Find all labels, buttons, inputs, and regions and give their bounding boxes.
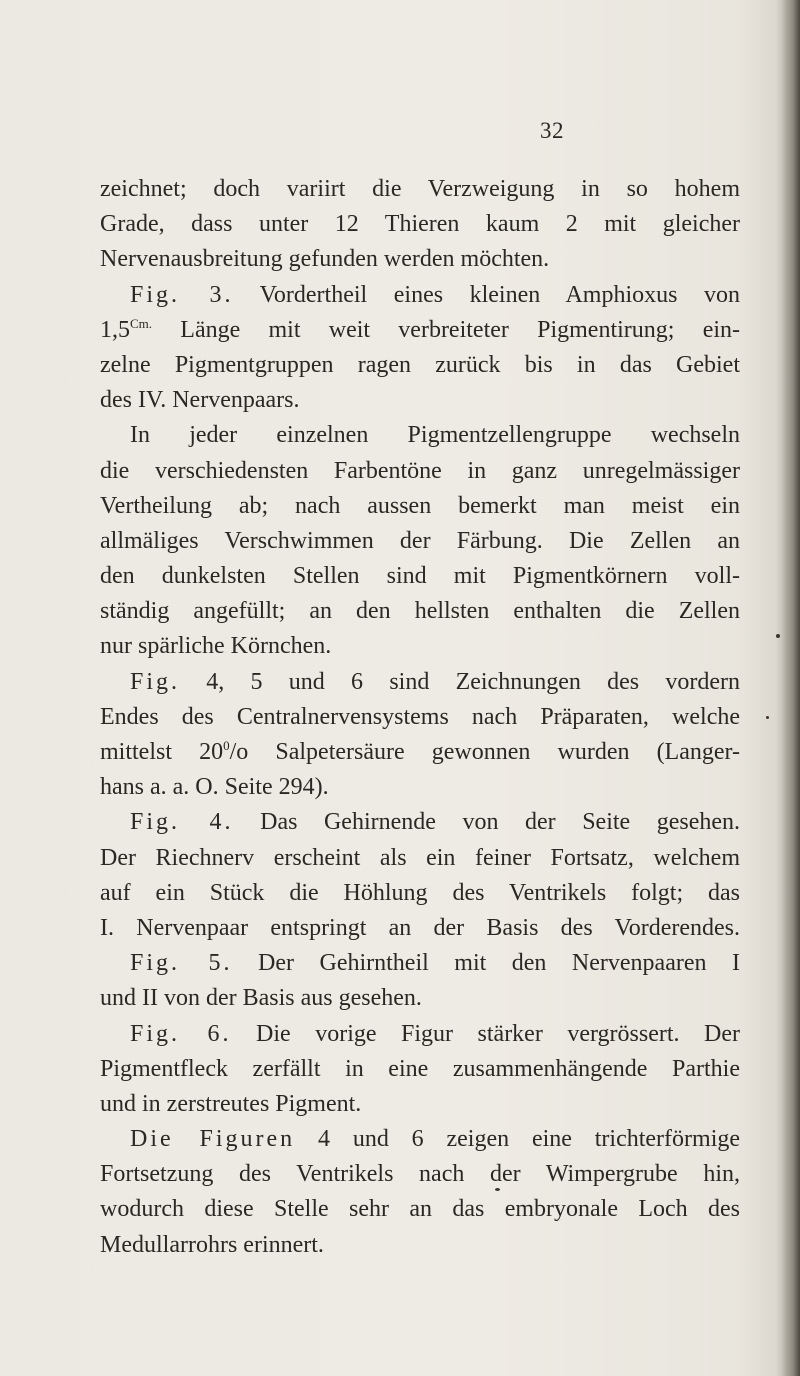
text-line xyxy=(100,278,740,313)
figure-reference: Die Figuren xyxy=(130,1126,296,1153)
text-line: auf ein Stück die Höhlung des Ventrikels folgt; das xyxy=(100,879,740,906)
figure-reference: Fig. 3. xyxy=(130,281,234,308)
text-fragment: Das Gehirnende von der Seite gesehen. xyxy=(260,809,741,836)
measurement-unit: Cm. xyxy=(130,315,153,331)
paper-speck xyxy=(495,1188,500,1191)
text-fragment: Vordertheil eines kleinen Amphioxus von xyxy=(259,281,740,308)
text-line: Fortsetzung des Ventrikels nach der Wimpergrube hin, xyxy=(100,1161,740,1188)
text-line: und II von der Basis aus gesehen. xyxy=(100,985,422,1012)
text-line: Vertheilung ab; nach aussen bemerkt man meist ein xyxy=(100,492,740,519)
figure-reference: Fig. 5. xyxy=(130,950,233,977)
text-line xyxy=(100,946,740,981)
text-line: und in zerstreutes Pigment. xyxy=(100,1090,362,1117)
text-line: hans a. a. O. Seite 294). xyxy=(100,774,329,801)
text-line: allmäliges Verschwimmen der Färbung. Die Zellen an xyxy=(100,527,740,554)
text-fragment: 4 und 6 zeigen eine trichterförmige xyxy=(318,1126,741,1153)
text-line xyxy=(100,1122,740,1157)
figure-reference: Fig. 6. xyxy=(130,1020,232,1047)
text-line xyxy=(100,313,740,348)
degree-mark: 0 xyxy=(223,738,230,753)
text-line: Medullarrohrs erinnert. xyxy=(100,1231,324,1258)
measurement-value: 1,5 xyxy=(100,316,130,343)
text-fragment: Der Gehirntheil mit den Nervenpaaren I xyxy=(258,950,740,977)
text-line: zeichnet; doch variirt die Verzweigung in so hohem xyxy=(100,176,740,202)
text-line: Grade, dass unter 12 Thieren kaum 2 mit gleicher xyxy=(100,211,740,238)
text-line: mittelst $20^0/o$ Salpetersäure gewonnen wurden (Langer- xyxy=(100,738,741,765)
text-line: Pigmentfleck zerfällt in eine zusammenhängende Parthie xyxy=(100,1055,740,1082)
text-line: des IV. Nervenpaars. xyxy=(100,387,300,414)
text-line: Endes des Centralnervensystems nach Präparaten, welche xyxy=(100,703,740,730)
text-fragment: 4, 5 und 6 sind Zeichnungen des vordern xyxy=(206,668,741,695)
body-text xyxy=(100,172,740,1263)
text-line: die verschiedensten Farbentöne in ganz unregelmässiger xyxy=(100,457,740,484)
text-line: zelne Pigmentgruppen ragen zurück bis in das Gebiet xyxy=(100,351,740,378)
text-line: Der Riechnerv erscheint als ein feiner Fortsatz, welchem xyxy=(100,844,740,871)
text-line xyxy=(100,1017,740,1052)
text-line: ständig angefüllt; an den hellsten enthalten die Zellen xyxy=(100,598,740,625)
text-line: nur spärliche Körnchen. xyxy=(100,633,332,660)
text-line xyxy=(100,665,740,700)
page-number: 32 xyxy=(540,118,564,143)
page-gutter-shadow xyxy=(782,0,800,1376)
text-line xyxy=(100,805,740,840)
text-fragment: Die vorige Figur stärker vergrössert. Der xyxy=(256,1020,741,1047)
text-line: In jeder einzelnen Pigmentzellengruppe wechseln xyxy=(130,422,740,449)
percent-sign: o xyxy=(236,739,249,765)
text-fragment: Länge mit weit verbreiteter Pigmentirung; ein- xyxy=(180,316,741,343)
text-line: den dunkelsten Stellen sind mit Pigmentkörnern voll- xyxy=(100,563,740,590)
text-fragment: Salpetersäure gewonnen wurden (Langer- xyxy=(275,739,741,765)
paper-speck xyxy=(766,716,769,719)
text-fragment: mittelst 20 xyxy=(100,739,224,765)
text-line: Nervenausbreitung gefunden werden möchten. xyxy=(100,246,550,273)
paper-speck xyxy=(776,634,780,638)
text-line: wodurch diese Stelle sehr an das embryonale Loch des xyxy=(100,1196,740,1223)
text-line: I. Nervenpaar entspringt an der Basis des Vorderendes. xyxy=(100,914,740,941)
figure-reference: Fig. 4. xyxy=(130,809,234,836)
figure-reference: Fig. xyxy=(130,668,181,695)
